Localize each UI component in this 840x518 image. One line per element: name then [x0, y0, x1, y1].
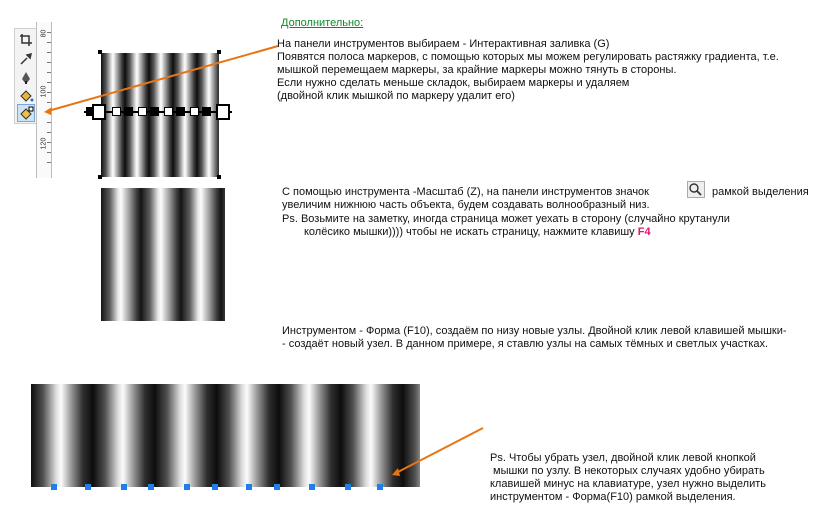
instruction-line: На панели инструментов выбираем - Интерактивная заливка (G) — [277, 38, 610, 50]
instruction-line: Если нужно сделать меньше складок, выбираем маркеры и удаляем — [277, 77, 630, 89]
section-heading: Дополнительно: — [281, 17, 364, 29]
instruction-line: Инструментом - Форма (F10), создаём по низу новые узлы. Двойной клик левой клавишей мышки- — [282, 325, 787, 337]
ruler-label: 120 — [40, 137, 48, 150]
instruction-line — [304, 226, 651, 239]
instruction-line: - создаёт новый узел. В данном примере, я ставлю узлы на самых тёмных и светлых участках. — [282, 338, 769, 350]
instruction-line: инструментом - Форма(F10) рамкой выделения. — [490, 491, 736, 503]
instruction-line: мышкой перемещаем маркеры, за крайние маркеры можно тянуть в стороны. — [277, 64, 677, 76]
instruction-line: Появятся полоса маркеров, с помощью которых мы можем регулировать растяжку градиента, т.е. — [277, 51, 779, 63]
zoom-button[interactable] — [687, 181, 705, 198]
instruction-line: С помощью инструмента -Масштаб (Z), на панели инструментов значок — [282, 186, 649, 198]
instruction-line: увеличим нижнюю часть объекта, будем создавать волнообразный низ. — [282, 199, 650, 211]
instruction-line: (двойной клик мышкой по маркеру удалит его) — [277, 90, 515, 102]
instruction-line: Ps. Чтобы убрать узел, двойной клик левой кнопкой — [490, 452, 756, 464]
instruction-text: колёсико мышки)))) чтобы не искать страницу, нажмите клавишу — [304, 226, 635, 238]
instruction-line: рамкой выделения — [712, 186, 809, 198]
key-hint: F4 — [637, 226, 651, 238]
ruler-label: 80 — [40, 29, 48, 38]
instruction-line: клавишей минус на клавиатуре, узел нужно выделить — [490, 478, 766, 490]
instruction-line: Ps. Возьмите на заметку, иногда страница может уехать в сторону (случайно крутанули — [282, 213, 730, 225]
instruction-line: мышки по узлу. В некоторых случаях удобно убирать — [490, 465, 765, 477]
zoom-icon — [688, 182, 704, 197]
ruler-label: 100 — [40, 85, 48, 98]
